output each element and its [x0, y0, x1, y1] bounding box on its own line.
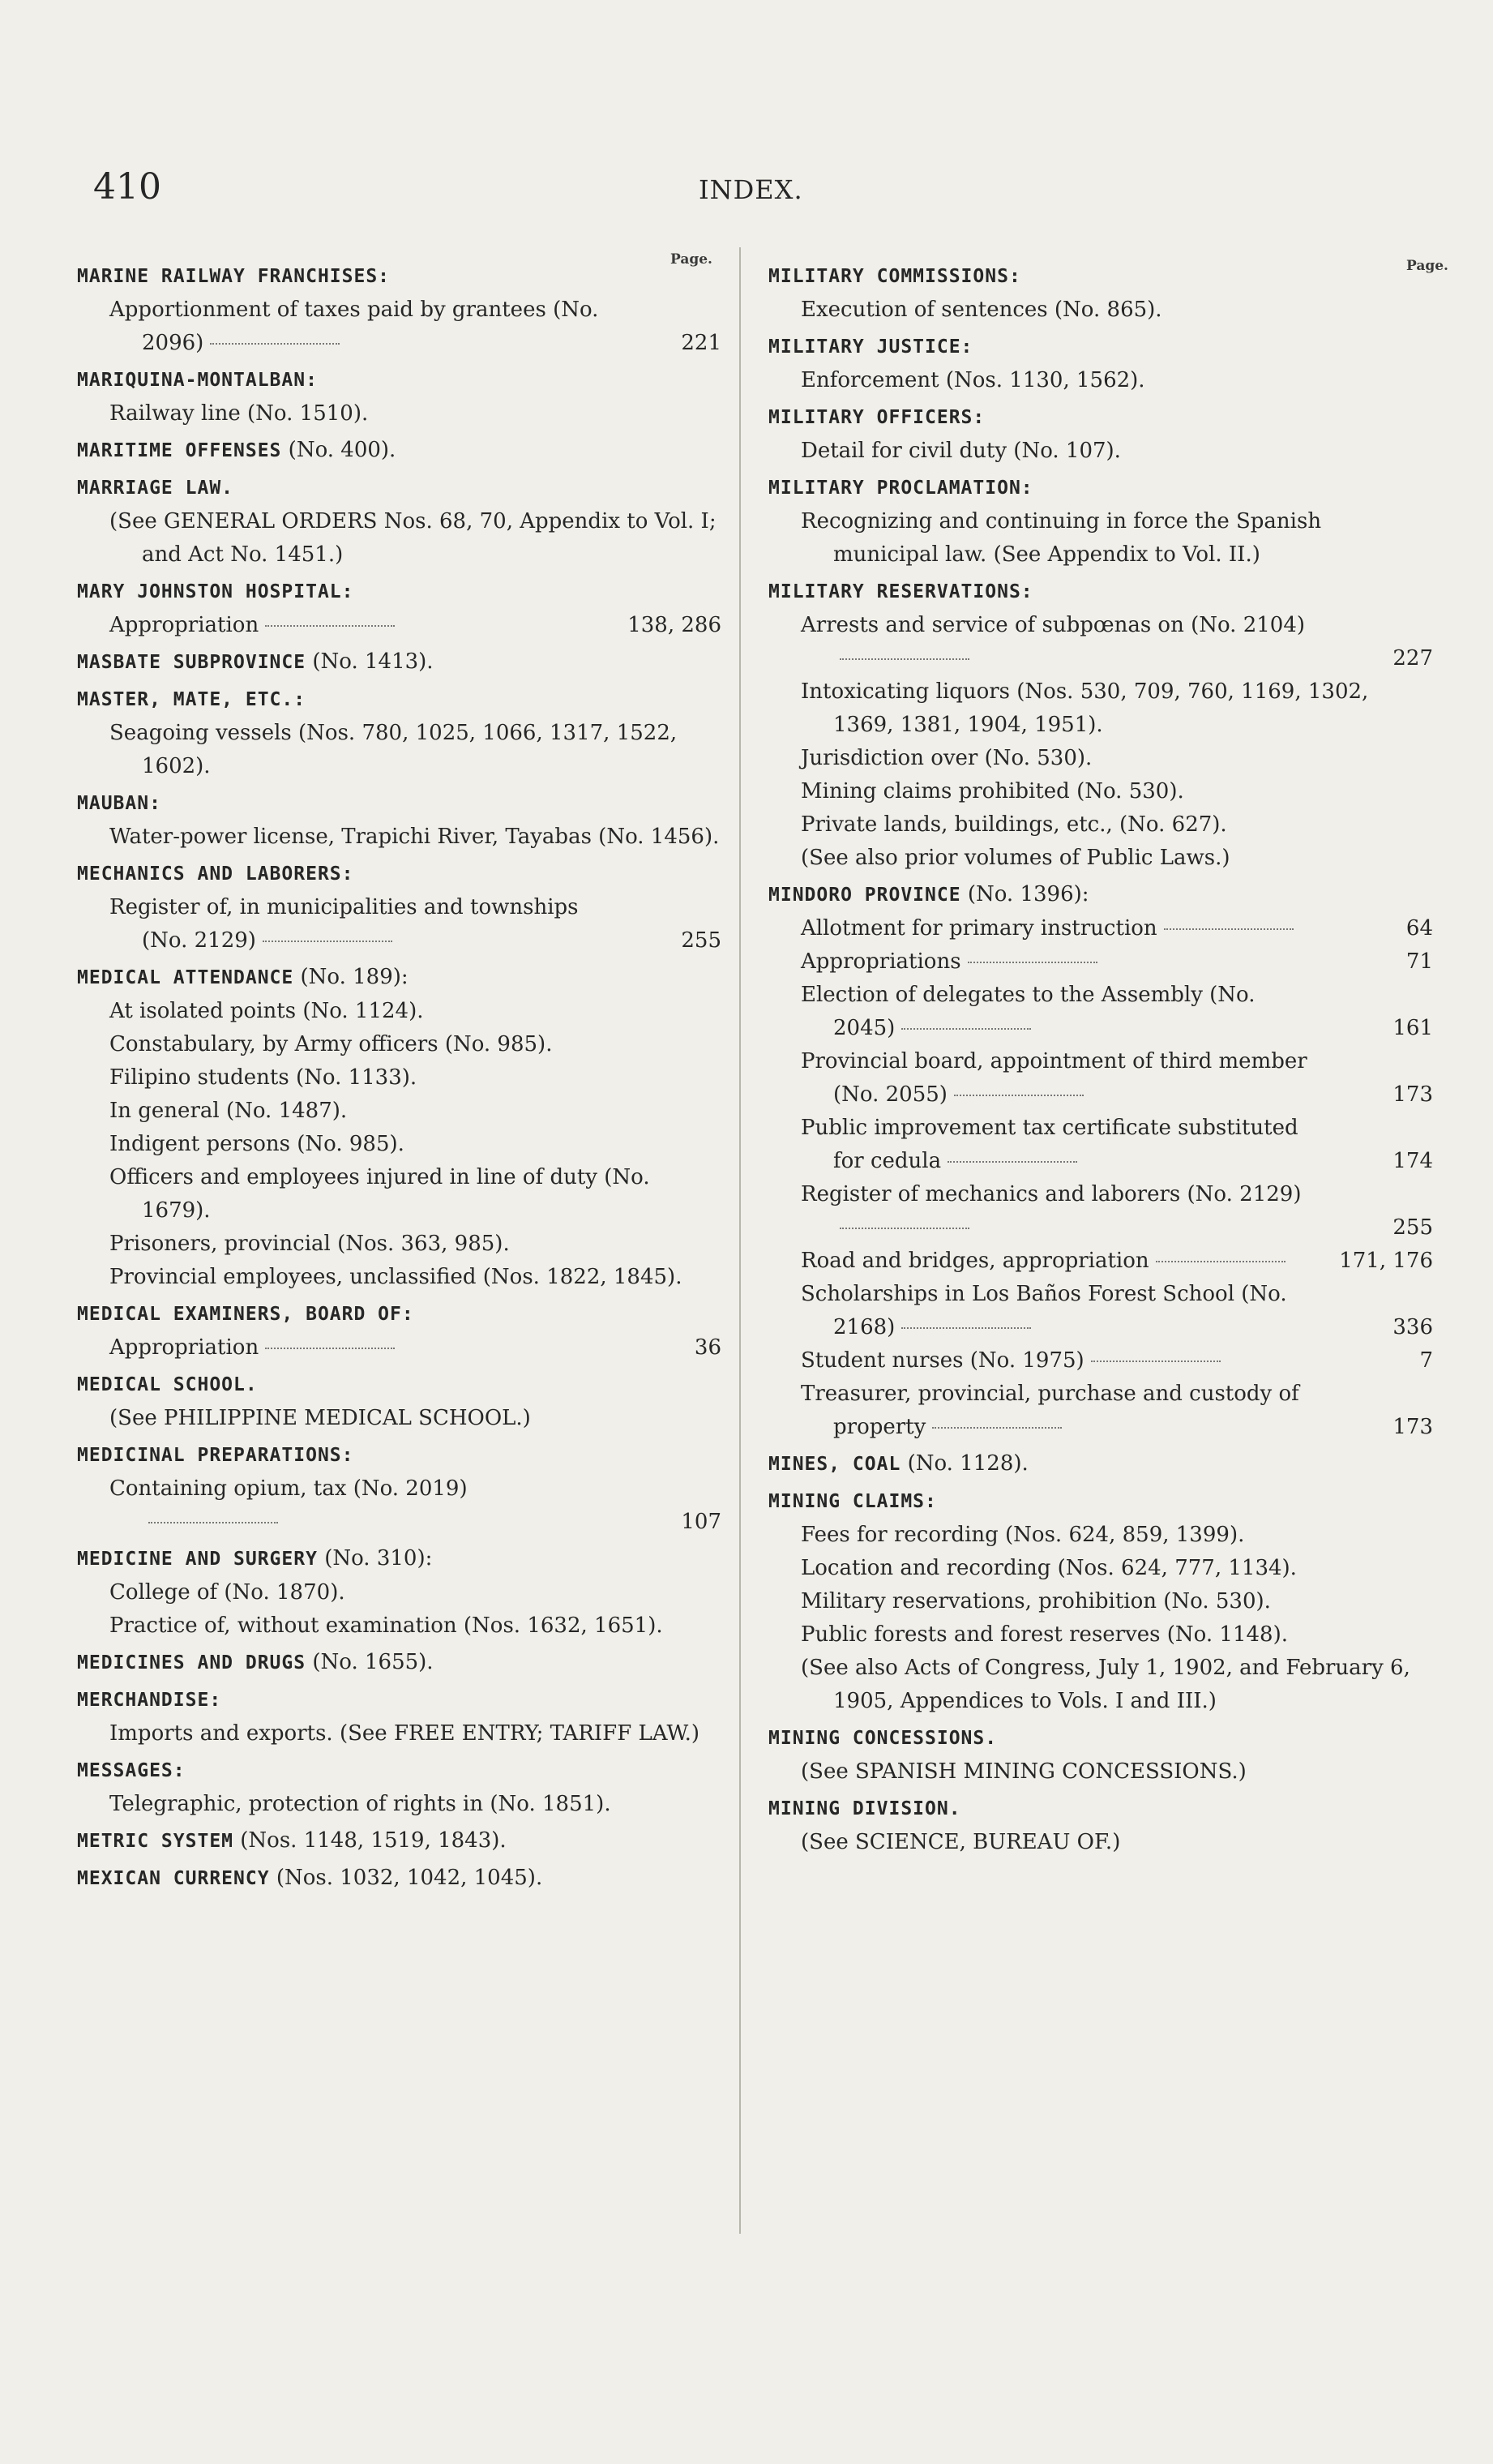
entry-heading-note: (Nos. 1032, 1042, 1045). — [276, 1866, 543, 1890]
entry-subitem — [768, 1519, 1433, 1552]
subitem-text: Mining claims prohibited (No. 530). — [801, 779, 1184, 803]
subitem-text: Officers and employees injured in line of duty (No. 1679). — [109, 1165, 650, 1223]
subitem-text: Appropriations — [801, 949, 961, 974]
entry-heading: MARIQUINA-MONTALBAN: — [77, 370, 318, 391]
subitem-text: Public improvement tax certificate substituted for cedula — [801, 1116, 1298, 1173]
page-reference: 64 — [1405, 916, 1433, 941]
dot-leader — [210, 343, 340, 345]
entry-subitem — [77, 821, 721, 854]
entry-subitem — [768, 1112, 1433, 1178]
entry-subitem — [768, 1344, 1433, 1378]
entry-heading-line — [768, 471, 1433, 505]
entry-heading-line — [77, 1438, 721, 1472]
entry-heading: MINING CLAIMS: — [768, 1491, 937, 1512]
entry-heading-line — [77, 434, 721, 468]
right-column — [768, 259, 1433, 1862]
entry-heading: MASBATE SUBPROVINCE — [77, 652, 306, 673]
subitem-text: Enforcement (Nos. 1130, 1562). — [801, 368, 1145, 392]
entry-heading-line — [768, 1792, 1433, 1826]
index-entry — [77, 1368, 721, 1435]
entry-subitem — [77, 891, 721, 958]
index-entry — [77, 471, 721, 572]
entry-subitem — [768, 1585, 1433, 1618]
column-divider — [739, 247, 741, 2234]
entry-subitem — [768, 808, 1433, 842]
entry-heading-line — [77, 1824, 721, 1858]
subitem-text: Filipino students (No. 1133). — [109, 1065, 417, 1090]
dot-leader — [265, 625, 395, 627]
subitem-text: Water-power license, Trapichi River, Tayabas (No. 1456). — [109, 825, 720, 849]
entry-heading: MARRIAGE LAW. — [77, 478, 234, 499]
entry-subitem — [768, 294, 1433, 327]
index-entry — [77, 683, 721, 783]
index-entry — [768, 1721, 1433, 1789]
entry-heading-note: (No. 310): — [324, 1546, 433, 1571]
dot-leader — [954, 1095, 1084, 1096]
entry-heading-note: (No. 400). — [288, 438, 396, 462]
subitem-text: (See also Acts of Congress, July 1, 1902, and February 6, 1905, Appendices to Vols. I and III.) — [801, 1656, 1410, 1713]
dot-leader — [932, 1427, 1062, 1429]
subitem-text: Execution of sentences (No. 865). — [801, 298, 1162, 322]
dot-leader — [840, 658, 969, 660]
subitem-text: Register of mechanics and laborers (No. 2129) — [801, 1182, 1302, 1206]
entry-heading: MARY JOHNSTON HOSPITAL: — [77, 581, 354, 602]
subitem-text: Appropriation — [109, 613, 259, 637]
entry-heading-line — [77, 259, 721, 294]
subitem-text: Public forests and forest reserves (No. 1148). — [801, 1622, 1288, 1647]
index-entry — [77, 1754, 721, 1821]
entry-subitem — [768, 912, 1433, 945]
index-entry — [77, 1824, 721, 1858]
page-column-label-right: Page. — [1406, 258, 1448, 274]
entry-subitem — [77, 1331, 721, 1365]
dot-leader — [948, 1161, 1077, 1163]
index-entry — [768, 1447, 1433, 1481]
entry-subitem — [77, 1609, 721, 1643]
subitem-text: Recognizing and continuing in force the Spanish municipal law. (See Appendix to Vol. II.) — [801, 509, 1322, 567]
entry-heading-line — [77, 786, 721, 821]
entry-heading-note: (No. 1396): — [967, 882, 1089, 906]
entry-heading-note: (Nos. 1148, 1519, 1843). — [240, 1828, 507, 1853]
page-reference: 107 — [681, 1510, 721, 1534]
entry-subitem — [768, 979, 1433, 1045]
entry-heading: MEDICINES AND DRUGS — [77, 1652, 306, 1673]
entry-heading-line — [77, 471, 721, 505]
entry-subitem — [768, 1278, 1433, 1344]
entry-subitem — [77, 1128, 721, 1161]
entry-subitem — [77, 609, 721, 642]
dot-leader — [901, 1028, 1031, 1030]
dot-leader — [148, 1522, 278, 1523]
entry-heading-note: (No. 189): — [300, 965, 409, 989]
entry-heading: MILITARY OFFICERS: — [768, 407, 986, 428]
subitem-text: Imports and exports. (See FREE ENTRY; TARIFF LAW.) — [109, 1721, 700, 1746]
entry-heading-line — [77, 1646, 721, 1680]
entry-heading-line — [77, 1542, 721, 1576]
entry-subitem — [768, 1045, 1433, 1112]
entry-heading-line — [77, 1683, 721, 1717]
subitem-text: Jurisdiction over (No. 530). — [801, 746, 1093, 770]
subitem-text: Railway line (No. 1510). — [109, 401, 369, 426]
entry-subitem — [768, 435, 1433, 468]
entry-heading: MEDICAL ATTENDANCE — [77, 967, 294, 988]
index-entry — [768, 1485, 1433, 1718]
entry-heading-line — [768, 401, 1433, 435]
entry-subitem — [77, 1228, 721, 1261]
index-entry — [77, 961, 721, 1294]
entry-heading: MINES, COAL — [768, 1454, 901, 1475]
entry-heading: MILITARY RESERVATIONS: — [768, 581, 1033, 602]
subitem-text: (See SCIENCE, BUREAU OF.) — [801, 1830, 1121, 1854]
subitem-text: (See GENERAL ORDERS Nos. 68, 70, Appendix to Vol. I; and Act No. 1451.) — [109, 509, 717, 567]
subitem-text: Prisoners, provincial (Nos. 363, 985). — [109, 1232, 510, 1256]
index-entry — [77, 645, 721, 679]
index-entry — [77, 575, 721, 642]
subitem-text: Road and bridges, appropriation — [801, 1249, 1149, 1273]
entry-heading: MINING CONCESSIONS. — [768, 1728, 998, 1749]
index-entry — [768, 401, 1433, 468]
page-reference: 171, 176 — [1339, 1249, 1433, 1273]
subitem-text: Intoxicating liquors (Nos. 530, 709, 760, 1169, 1302, 1369, 1381, 1904, 1951). — [801, 679, 1369, 737]
index-entry — [768, 1792, 1433, 1859]
page-reference: 174 — [1392, 1149, 1433, 1173]
subitem-text: Treasurer, provincial, purchase and custody of property — [801, 1382, 1299, 1439]
subitem-text: Register of, in municipalities and townships (No. 2129) — [109, 895, 579, 953]
index-entry — [77, 1542, 721, 1643]
page-reference: 7 — [1419, 1348, 1433, 1373]
entry-heading-line — [768, 878, 1433, 912]
dot-leader — [1164, 928, 1294, 930]
page-reference: 71 — [1405, 949, 1433, 974]
subitem-text: In general (No. 1487). — [109, 1099, 348, 1123]
entry-subitem — [77, 717, 721, 783]
index-entry — [77, 434, 721, 468]
entry-heading: MARITIME OFFENSES — [77, 440, 282, 461]
page-column-label-left: Page. — [670, 251, 712, 268]
index-entry — [77, 363, 721, 431]
entry-subitem — [768, 1652, 1433, 1718]
entry-heading-line — [77, 1862, 721, 1896]
subitem-text: Allotment for primary instruction — [801, 916, 1157, 941]
entry-subitem — [768, 1245, 1433, 1278]
entry-heading: MEDICAL EXAMINERS, BOARD OF: — [77, 1304, 414, 1325]
index-entry — [77, 259, 721, 360]
page-reference: 336 — [1392, 1315, 1433, 1339]
entry-heading: MINING DIVISION. — [768, 1798, 961, 1819]
subitem-text: Containing opium, tax (No. 2019) — [109, 1476, 468, 1501]
subitem-text: (See PHILIPPINE MEDICAL SCHOOL.) — [109, 1406, 531, 1430]
entry-heading-line — [768, 1721, 1433, 1755]
index-entry — [77, 786, 721, 854]
index-entry — [768, 471, 1433, 572]
entry-subitem — [768, 842, 1433, 875]
index-entry — [77, 857, 721, 958]
dot-leader — [1156, 1261, 1286, 1262]
entry-heading: MERCHANDISE: — [77, 1690, 222, 1711]
dot-leader — [968, 962, 1097, 963]
subitem-text: Detail for civil duty (No. 107). — [801, 439, 1121, 463]
entry-heading-line — [77, 683, 721, 717]
entry-subitem — [768, 775, 1433, 808]
subitem-text: Apportionment of taxes paid by grantees (No. 2096) — [109, 298, 599, 355]
entry-heading-line — [77, 363, 721, 397]
page-number: 410 — [93, 166, 161, 208]
page-reference: 36 — [694, 1335, 721, 1360]
entry-subitem — [768, 945, 1433, 979]
subitem-text: Indigent persons (No. 985). — [109, 1132, 404, 1156]
entry-heading-line — [77, 575, 721, 609]
entry-subitem — [77, 1261, 721, 1294]
entry-subitem — [77, 1472, 721, 1539]
entry-heading: MAUBAN: — [77, 793, 161, 814]
entry-heading: MEXICAN CURRENCY — [77, 1868, 270, 1889]
subitem-text: Private lands, buildings, etc., (No. 627). — [801, 812, 1227, 837]
entry-subitem — [768, 1552, 1433, 1585]
entry-heading: MARINE RAILWAY FRANCHISES: — [77, 266, 391, 287]
entry-subitem — [77, 397, 721, 431]
subitem-text: Location and recording (Nos. 624, 777, 1134). — [801, 1556, 1297, 1580]
index-entry — [77, 1646, 721, 1680]
entry-subitem — [77, 1061, 721, 1095]
entry-subitem — [77, 1095, 721, 1128]
entry-heading: MINDORO PROVINCE — [768, 885, 961, 906]
entry-subitem — [77, 1576, 721, 1609]
subitem-text: Election of delegates to the Assembly (No. 2045) — [801, 983, 1256, 1040]
index-entry — [768, 575, 1433, 875]
subitem-text: Provincial board, appointment of third member (No. 2055) — [801, 1049, 1307, 1107]
entry-subitem — [768, 1378, 1433, 1444]
entry-heading-note: (No. 1655). — [312, 1650, 434, 1674]
dot-leader — [1091, 1361, 1221, 1362]
entry-heading: METRIC SYSTEM — [77, 1831, 234, 1852]
entry-heading: MEDICINAL PREPARATIONS: — [77, 1445, 354, 1466]
subitem-text: (See SPANISH MINING CONCESSIONS.) — [801, 1759, 1247, 1784]
subitem-text: Telegraphic, protection of rights in (No. 1851). — [109, 1792, 611, 1816]
subitem-text: Arrests and service of subpœnas on (No. 2104) — [801, 613, 1306, 637]
entry-heading: MASTER, MATE, ETC.: — [77, 689, 306, 710]
page-title: INDEX. — [699, 174, 803, 205]
entry-subitem — [77, 1028, 721, 1061]
subitem-text: Seagoing vessels (Nos. 780, 1025, 1066, 1317, 1522, 1602). — [109, 721, 678, 778]
page-reference: 173 — [1392, 1082, 1433, 1107]
page-reference: 221 — [681, 331, 721, 355]
entry-heading-note: (No. 1128). — [907, 1451, 1029, 1476]
entry-subitem — [768, 742, 1433, 775]
entry-subitem — [768, 505, 1433, 572]
entry-heading-line — [768, 259, 1433, 294]
entry-heading-note: (No. 1413). — [312, 649, 434, 674]
entry-heading: MESSAGES: — [77, 1760, 186, 1781]
entry-subitem — [77, 1717, 721, 1751]
subitem-text: Student nurses (No. 1975) — [801, 1348, 1084, 1373]
entry-subitem — [768, 1755, 1433, 1789]
page-reference: 173 — [1392, 1415, 1433, 1439]
page-reference: 161 — [1392, 1016, 1433, 1040]
index-entry — [768, 878, 1433, 1444]
entry-heading: MILITARY COMMISSIONS: — [768, 266, 1021, 287]
entry-subitem — [77, 1402, 721, 1435]
entry-subitem — [77, 1161, 721, 1228]
dot-leader — [840, 1228, 969, 1229]
page-reference: 255 — [1392, 1215, 1433, 1240]
entry-subitem — [768, 1826, 1433, 1859]
entry-heading-line — [77, 1297, 721, 1331]
entry-heading: MILITARY PROCLAMATION: — [768, 478, 1033, 499]
entry-heading-line — [768, 575, 1433, 609]
entry-subitem — [77, 1788, 721, 1821]
entry-heading-line — [768, 1447, 1433, 1481]
entry-subitem — [768, 1178, 1433, 1245]
index-entry — [768, 259, 1433, 327]
dot-leader — [263, 941, 392, 942]
subitem-text: Scholarships in Los Baños Forest School (No. 2168) — [801, 1282, 1287, 1339]
entry-subitem — [768, 1618, 1433, 1652]
entry-subitem — [768, 609, 1433, 675]
entry-subitem — [768, 364, 1433, 397]
dot-leader — [265, 1348, 395, 1349]
entry-heading-line — [77, 857, 721, 891]
page-reference: 138, 286 — [627, 613, 721, 637]
entry-subitem — [77, 995, 721, 1028]
entry-heading: MILITARY JUSTICE: — [768, 336, 973, 358]
subitem-text: At isolated points (No. 1124). — [109, 999, 424, 1023]
subitem-text: College of (No. 1870). — [109, 1580, 345, 1605]
index-entry — [77, 1683, 721, 1751]
index-entry — [77, 1862, 721, 1896]
page-reference: 255 — [681, 928, 721, 953]
entry-heading-line — [77, 1368, 721, 1402]
index-entry — [77, 1297, 721, 1365]
page-reference: 227 — [1392, 646, 1433, 671]
entry-heading: MEDICAL SCHOOL. — [77, 1374, 258, 1395]
subitem-text: Fees for recording (Nos. 624, 859, 1399). — [801, 1523, 1245, 1547]
entry-subitem — [77, 294, 721, 360]
subitem-text: (See also prior volumes of Public Laws.) — [801, 846, 1230, 870]
entry-subitem — [77, 505, 721, 572]
dot-leader — [901, 1327, 1031, 1329]
subitem-text: Appropriation — [109, 1335, 259, 1360]
subitem-text: Military reservations, prohibition (No. 530). — [801, 1589, 1271, 1613]
index-entry — [77, 1438, 721, 1539]
entry-heading: MECHANICS AND LABORERS: — [77, 863, 354, 885]
left-column — [77, 259, 721, 1899]
entry-heading-line — [77, 1754, 721, 1788]
subitem-text: Constabulary, by Army officers (No. 985). — [109, 1032, 553, 1056]
entry-heading-line — [77, 645, 721, 679]
entry-heading-line — [768, 1485, 1433, 1519]
subitem-text: Practice of, without examination (Nos. 1632, 1651). — [109, 1613, 663, 1638]
entry-subitem — [768, 675, 1433, 742]
entry-heading-line — [768, 330, 1433, 364]
index-entry — [768, 330, 1433, 397]
subitem-text: Provincial employees, unclassified (Nos. 1822, 1845). — [109, 1265, 682, 1289]
entry-heading: MEDICINE AND SURGERY — [77, 1549, 318, 1570]
entry-heading-line — [77, 961, 721, 995]
